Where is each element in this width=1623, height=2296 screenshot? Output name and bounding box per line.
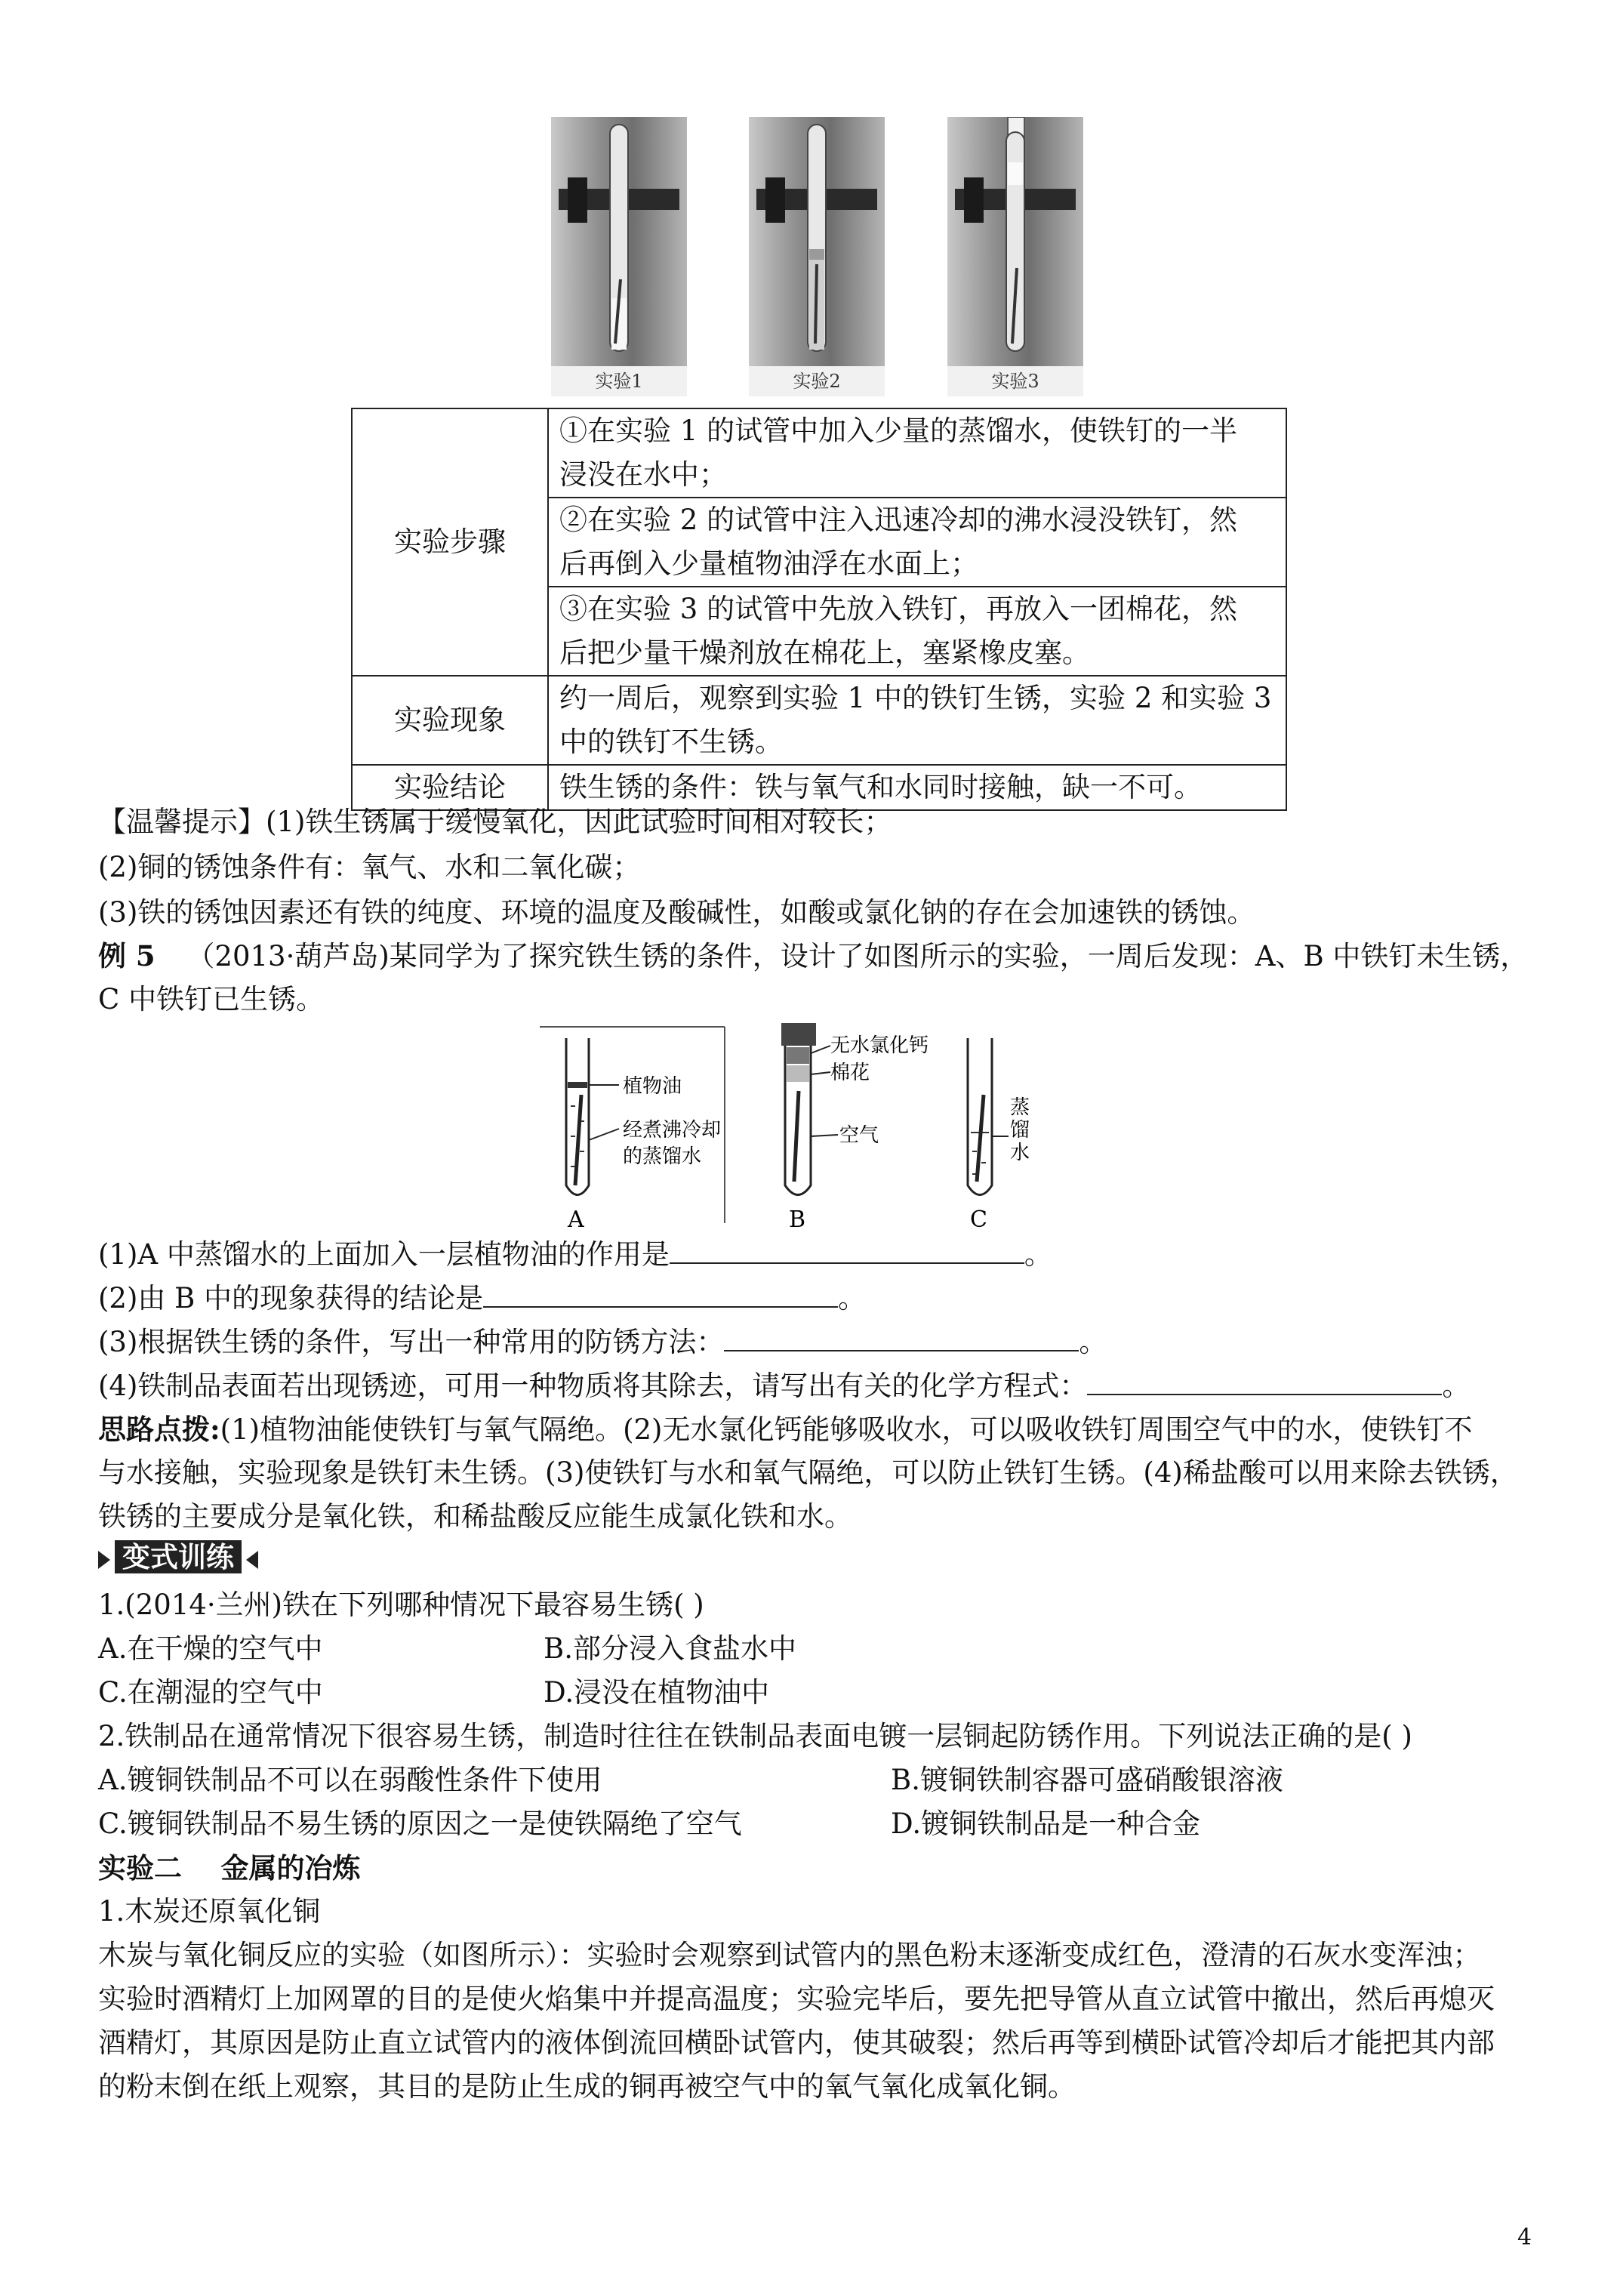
label-distilled-2: 馏	[1010, 1119, 1030, 1142]
tube-c	[968, 1038, 992, 1195]
tip-line-3: (3)铁的锈蚀因素还有铁的纯度、环境的温度及酸碱性，如酸或氯化钠的存在会加速铁的锈蚀。	[98, 896, 1255, 929]
step-1-line1: ①在实验 1 的试管中加入少量的蒸馏水，使铁钉的一半	[559, 415, 1238, 447]
label-distilled-3: 水	[1010, 1142, 1030, 1164]
question-1-end: 。	[1024, 1238, 1052, 1271]
practice-q1-option-a: A.在干燥的空气中	[98, 1632, 323, 1665]
practice-q2-option-d: D.镀铜铁制品是一种合金	[891, 1808, 1201, 1840]
photo-caption: 实验3	[947, 366, 1083, 396]
question-2-end: 。	[838, 1282, 867, 1314]
practice-q1-option-c: C.在潮湿的空气中	[98, 1676, 323, 1709]
label-cotton: 棉花	[830, 1062, 870, 1084]
conclusion-cell: 铁生锈的条件：铁与氧气和水同时接触，缺一不可。	[548, 765, 1286, 810]
steps-label: 实验步骤	[352, 408, 548, 676]
section-2-subtitle: 1.木炭还原氧化铜	[98, 1895, 321, 1928]
photo-caption: 实验1	[551, 366, 687, 396]
label-boiled-water-2: 的蒸馏水	[623, 1145, 702, 1168]
example-5-text: （2013·葫芦岛)某同学为了探究铁生锈的条件，设计了如图所示的实验，一周后发现：A、B 中铁钉未生锈，	[186, 940, 1529, 972]
practice-q1-option-b: B.部分浸入食盐水中	[544, 1632, 796, 1665]
question-3	[98, 1320, 1107, 1364]
question-4-end: 。	[1442, 1370, 1471, 1402]
question-4-text: (4)铁制品表面若出现锈迹，可用一种物质将其除去，请写出有关的化学方程式：	[98, 1370, 1088, 1402]
tip-line-2: (2)铜的锈蚀条件有：氧气、水和二氧化碳；	[98, 851, 641, 883]
step-2-line2: 后再倒入少量植物油浮在水面上；	[559, 547, 978, 580]
photo-caption: 实验2	[749, 366, 885, 396]
photo-experiment-1	[551, 117, 687, 366]
practice-q2-option-b: B.镀铜铁制容器可盛硝酸银溶液	[891, 1764, 1283, 1796]
practice-q2: 2.铁制品在通常情况下很容易生锈，制造时往往在铁制品表面电镀一层铜起防锈作用。下列说法正确的是( )	[98, 1720, 1412, 1752]
step-3-line2: 后把少量干燥剂放在棉花上，塞紧橡皮塞。	[559, 636, 1090, 669]
step-2-line1: ②在实验 2 的试管中注入迅速冷却的沸水浸没铁钉，然	[559, 504, 1238, 536]
question-3-text: (3)根据铁生锈的条件，写出一种常用的防锈方法：	[98, 1326, 725, 1358]
example-5-label: 例 5	[98, 939, 156, 972]
hint-label: 思路点拨:	[98, 1413, 220, 1446]
section-2-para-line-3: 酒精灯，其原因是防止直立试管内的液体倒流回横卧试管内，使其破裂；然后再等到横卧试管冷却后才能把其内部	[98, 2026, 1495, 2059]
section-2-title: 实验二 金属的冶炼	[98, 1851, 361, 1885]
label-distilled-1: 蒸	[1010, 1096, 1030, 1119]
practice-q2-option-a: A.镀铜铁制品不可以在弱酸性条件下使用	[98, 1764, 602, 1796]
practice-q2-option-c: C.镀铜铁制品不易生锈的原因之一是使铁隔绝了空气	[98, 1808, 742, 1840]
practice-q1: 1.(2014·兰州)铁在下列哪种情况下最容易生锈( )	[98, 1589, 704, 1621]
question-1-text: (1)A 中蒸馏水的上面加入一层植物油的作用是	[98, 1238, 670, 1271]
phenomenon-line2: 中的铁钉不生锈。	[559, 726, 783, 758]
question-1	[98, 1232, 1052, 1277]
section-2-para-line-1: 木炭与氧化铜反应的实验（如图所示）：实验时会观察到试管内的黑色粉末逐渐变成红色，澄清的石灰水变浑浊；	[98, 1939, 1481, 1971]
phenomenon-cell	[548, 676, 1286, 765]
question-4	[98, 1364, 1470, 1408]
hint	[98, 1407, 1473, 1452]
example-5	[98, 934, 1528, 978]
step-3-line1: ③在实验 3 的试管中先放入铁钉，再放入一团棉花，然	[559, 593, 1238, 625]
triangle-left-icon	[246, 1551, 258, 1569]
step-3	[548, 587, 1286, 676]
conclusion-label: 实验结论	[352, 765, 548, 810]
label-vegetable-oil: 植物油	[623, 1075, 682, 1098]
hint-line-3: 铁锈的主要成分是氧化铁，和稀盐酸反应能生成氯化铁和水。	[98, 1500, 852, 1533]
letter-b: B	[789, 1207, 806, 1233]
photo-experiment-2	[749, 117, 885, 366]
step-1	[548, 408, 1286, 498]
practice-badge-label: 变式训练	[115, 1540, 242, 1573]
step-2	[548, 498, 1286, 587]
page-number: 4	[1517, 2224, 1532, 2251]
answer-blank-1[interactable]	[670, 1232, 1024, 1264]
label-boiled-water-1: 经煮沸冷却	[623, 1119, 722, 1142]
letter-a: A	[568, 1207, 584, 1233]
section-2-para-line-4: 的粉末倒在纸上观察，其目的是防止生成的铜再被空气中的氧气氧化成氧化铜。	[98, 2070, 1076, 2103]
answer-blank-2[interactable]	[483, 1276, 838, 1308]
tip-line-1: 【温馨提示】(1)铁生锈属于缓慢氧化，因此试验时间相对较长；	[98, 806, 892, 838]
answer-blank-4[interactable]	[1087, 1364, 1442, 1395]
hint-line-2: 与水接触，实验现象是铁钉未生锈。(3)使铁钉与水和氧气隔绝，可以防止铁钉生锈。(4)稀盐酸可以用来除去铁锈，	[98, 1456, 1518, 1489]
triangle-right-icon	[98, 1551, 110, 1569]
practice-badge	[98, 1540, 258, 1574]
photo-experiment-3	[947, 117, 1083, 366]
letter-c: C	[970, 1207, 987, 1233]
label-air: 空气	[839, 1124, 879, 1147]
hint-line-1: (1)植物油能使铁钉与氧气隔绝。(2)无水氯化钙能够吸收水，可以吸收铁钉周围空气中的水，使铁钉不	[220, 1413, 1473, 1446]
example-5-line2: C 中铁钉已生锈。	[98, 983, 325, 1015]
phenomenon-line1: 约一周后，观察到实验 1 中的铁钉生锈，实验 2 和实验 3	[559, 682, 1272, 714]
practice-q1-option-d: D.浸没在植物油中	[544, 1676, 770, 1709]
experiment-table	[351, 408, 1287, 811]
section-2-para-line-2: 实验时酒精灯上加网罩的目的是使火焰集中并提高温度；实验完毕后，要先把导管从直立试管中撤出，然后再熄灭	[98, 1983, 1495, 2015]
question-2	[98, 1276, 866, 1321]
step-1-line2: 浸没在水中；	[559, 458, 727, 491]
phenomenon-label: 实验现象	[352, 676, 548, 765]
figure-test-tubes	[528, 1023, 1057, 1234]
question-2-text: (2)由 B 中的现象获得的结论是	[98, 1282, 484, 1314]
answer-blank-3[interactable]	[724, 1320, 1079, 1351]
label-calcium-chloride: 无水氯化钙	[830, 1034, 929, 1057]
question-3-end: 。	[1079, 1326, 1107, 1358]
